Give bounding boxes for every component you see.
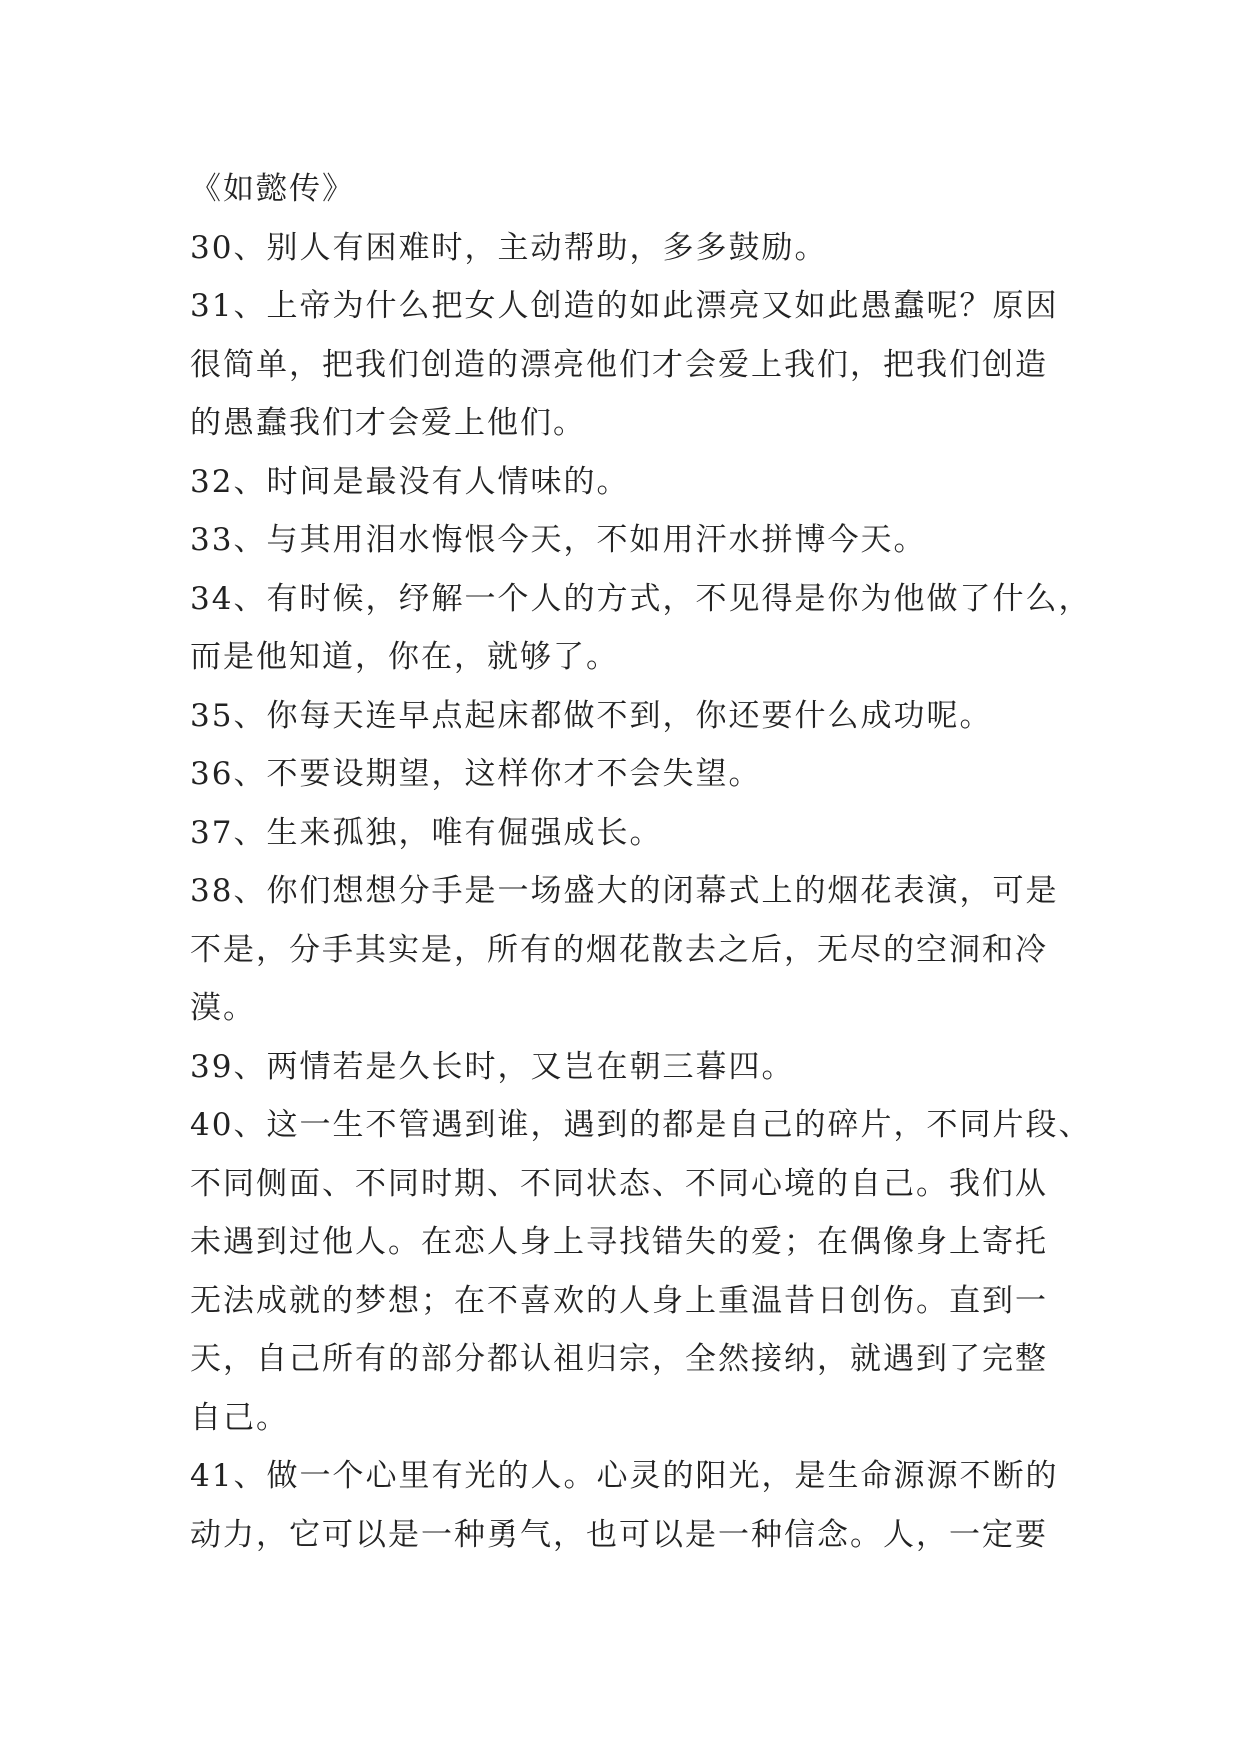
text-line: 39、两情若是久长时，又岂在朝三暮四。 xyxy=(190,1048,795,1085)
text-line: 很简单，把我们创造的漂亮他们才会爱上我们，把我们创造 xyxy=(190,346,1048,383)
text-line: 未遇到过他人。在恋人身上寻找错失的爱；在偶像身上寄托 xyxy=(190,1224,1048,1260)
text-line: 36、不要设期望，这样你才不会失望。 xyxy=(190,756,762,792)
document-body xyxy=(190,160,1092,1564)
text-line: 不是，分手其实是，所有的烟花散去之后，无尽的空洞和冷 xyxy=(190,931,1048,968)
text-line: 动力，它可以是一种勇气，也可以是一种信念。人，一定要 xyxy=(190,1516,1048,1553)
text-line: 41、做一个心里有光的人。心灵的阳光，是生命源源不断的 xyxy=(190,1458,1059,1494)
text-line: 40、这一生不管遇到谁，遇到的都是自己的碎片，不同片段、 xyxy=(190,1107,1092,1143)
text-line: 30、别人有困难时，主动帮助，多多鼓励。 xyxy=(190,229,828,266)
text-line: 《如懿传》 xyxy=(190,171,355,207)
text-line: 37、生来孤独，唯有倔强成长。 xyxy=(190,814,663,851)
text-line: 无法成就的梦想；在不喜欢的人身上重温昔日创伤。直到一 xyxy=(190,1282,1048,1319)
text-line: 35、你每天连早点起床都做不到，你还要什么成功呢。 xyxy=(190,697,993,734)
text-line: 38、你们想想分手是一场盛大的闭幕式上的烟花表演，可是 xyxy=(190,873,1059,909)
text-line: 的愚蠢我们才会爱上他们。 xyxy=(190,405,586,441)
text-line: 而是他知道，你在，就够了。 xyxy=(190,639,619,675)
text-line: 33、与其用泪水悔恨今天，不如用汗水拼博今天。 xyxy=(190,522,927,558)
text-line: 32、时间是最没有人情味的。 xyxy=(190,463,630,500)
text-line: 天，自己所有的部分都认祖归宗，全然接纳，就遇到了完整 xyxy=(190,1341,1048,1377)
text-line: 自己。 xyxy=(190,1399,289,1436)
text-line: 34、有时候，纾解一个人的方式，不见得是你为他做了什么， xyxy=(190,580,1092,617)
text-line: 31、上帝为什么把女人创造的如此漂亮又如此愚蠢呢？原因 xyxy=(190,288,1059,324)
text-line: 不同侧面、不同时期、不同状态、不同心境的自己。我们从 xyxy=(190,1165,1048,1202)
text-line: 漠。 xyxy=(190,990,256,1026)
